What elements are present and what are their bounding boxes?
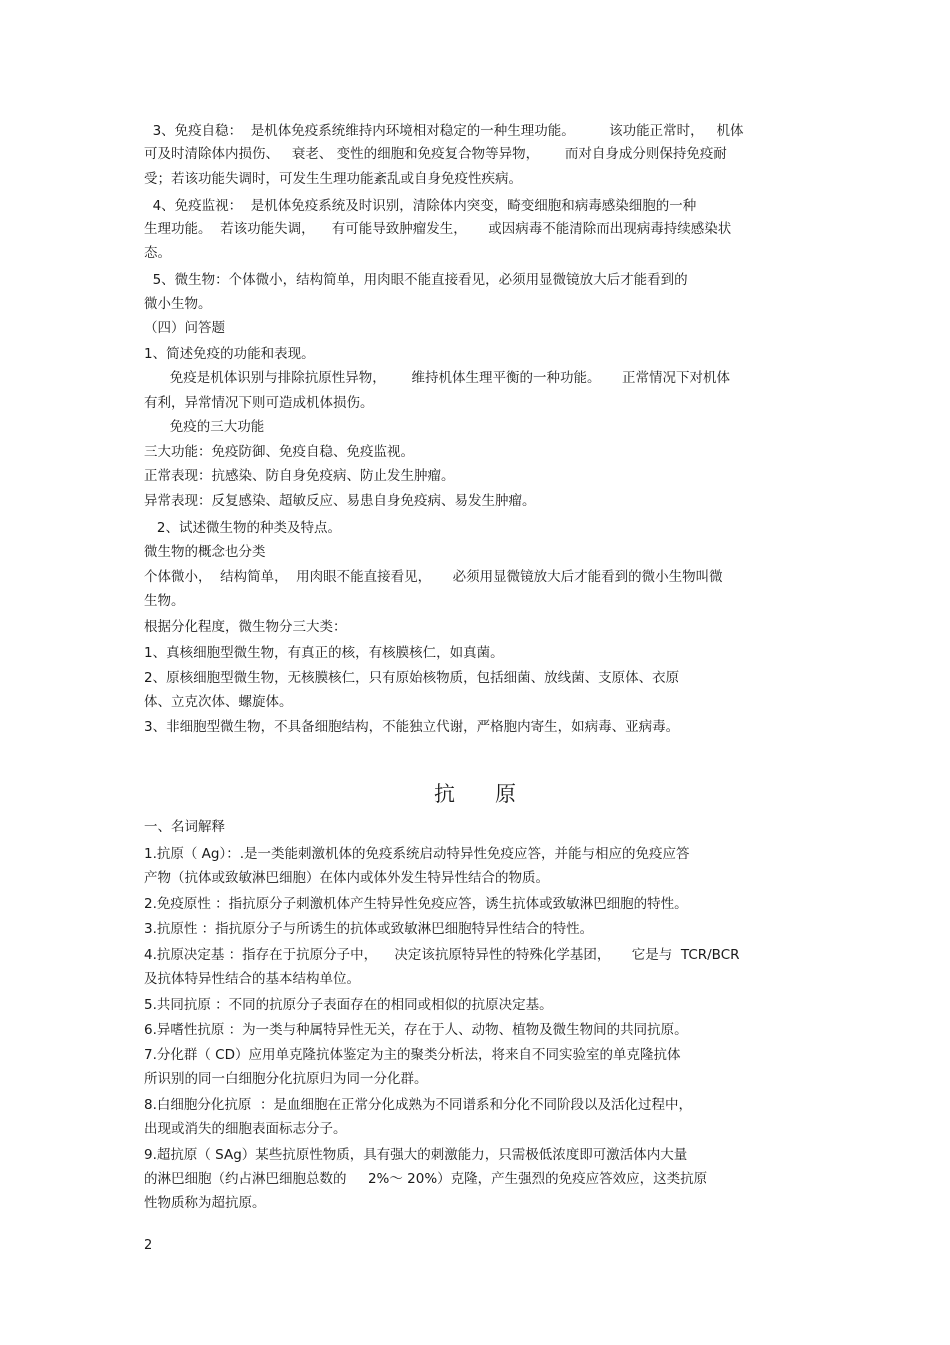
text-line: 2、原核细胞型微生物，无核膜核仁，只有原始核物质，包括细菌、放线菌、支原体、衣原 (144, 670, 680, 686)
definition-line: 8.白细胞分化抗原 ：是血细胞在正常分化成熟为不同谱系和分化不同阶段以及活化过程中， (144, 1097, 692, 1113)
definition-line: 及抗体特异性结合的基本结构单位。 (144, 971, 360, 987)
text-line: 可及时清除体内损伤、 衰老、 变性的细胞和免疫复合物等异物， 而对自身成分则保持免疫耐 (144, 146, 727, 162)
text-line: 个体微小， 结构简单， 用肉眼不能直接看见， 必须用显微镜放大后才能看到的微小生物叫微 (144, 569, 723, 585)
chapter-title: 抗原 (434, 782, 556, 806)
definition-line: 6.异嗜性抗原 ：为一类与种属特异性无关，存在于人、动物、植物及微生物间的共同抗原。 (144, 1022, 688, 1038)
text-line: 正常表现：抗感染、防自身免疫病、防止发生肿瘤。 (144, 468, 455, 484)
definition-line: 5.共同抗原 ：不同的抗原分子表面存在的相同或相似的抗原决定基。 (144, 997, 553, 1013)
text-line: 微生物的概念也分类 (144, 544, 266, 560)
text-line: 生物。 (144, 593, 185, 609)
definition-line: 性物质称为超抗原。 (144, 1195, 266, 1211)
text-line: 三大功能：免疫防御、免疫自稳、免疫监视。 (144, 444, 414, 460)
question: 1、简述免疫的功能和表现。 (144, 346, 315, 362)
text-line: 1、真核细胞型微生物，有真正的核，有核膜核仁，如真菌。 (144, 645, 504, 661)
definition-line: 3.抗原性 ：指抗原分子与所诱生的抗体或致敏淋巴细胞特异性结合的特性。 (144, 921, 594, 937)
text-line: 态。 (144, 245, 171, 261)
text-line: 免疫是机体识别与排除抗原性异物， 维持机体生理平衡的一种功能。 正常情况下对机体 (144, 370, 730, 386)
definition-line: 7.分化群（ CD）应用单克隆抗体鉴定为主的聚类分析法，将来自不同实验室的单克隆抗体 (144, 1047, 681, 1063)
text-line: 微小生物。 (144, 296, 212, 312)
text-line: 受；若该功能失调时，可发生生理功能紊乱或自身免疫性疾病。 (144, 171, 522, 187)
section-heading: 一、名词解释 (144, 819, 225, 835)
page-number: 2 (144, 1238, 153, 1253)
text-line: 免疫的三大功能 (144, 419, 265, 435)
text-line: 4、免疫监视： 是机体免疫系统及时识别，清除体内突变，畸变细胞和病毒感染细胞的一种 (144, 198, 697, 214)
definition-line: 9.超抗原（ SAg）某些抗原性物质，具有强大的刺激能力，只需极低浓度即可激活体内大量 (144, 1147, 688, 1163)
definition-line: 所识别的同一白细胞分化抗原归为同一分化群。 (144, 1071, 428, 1087)
question: 2、试述微生物的种类及特点。 (144, 520, 341, 536)
definition-line: 产物（抗体或致敏淋巴细胞）在体内或体外发生特异性结合的物质。 (144, 870, 549, 886)
text-line: 异常表现：反复感染、超敏反应、易患自身免疫病、易发生肿瘤。 (144, 493, 536, 509)
text-line: 根据分化程度，微生物分三大类： (144, 619, 347, 635)
text-line: 体、立克次体、螺旋体。 (144, 694, 293, 710)
text-line: 有利，异常情况下则可造成机体损伤。 (144, 395, 374, 411)
section-heading: （四）问答题 (144, 320, 225, 336)
text-line: 3、非细胞型微生物，不具备细胞结构，不能独立代谢，严格胞内寄生，如病毒、亚病毒。 (144, 719, 680, 735)
definition-line: 4.抗原决定基 ：指存在于抗原分子中， 决定该抗原特异性的特殊化学基团， 它是与 TCR/BCR (144, 947, 740, 963)
text-line: 5、微生物：个体微小，结构简单，用肉眼不能直接看见，必须用显微镜放大后才能看到的 (144, 272, 688, 288)
definition-line: 1.抗原（ Ag）：.是一类能刺激机体的免疫系统启动特异性免疫应答，并能与相应的免疫应答 (144, 846, 690, 862)
text-line: 3、免疫自稳： 是机体免疫系统维持内环境相对稳定的一种生理功能。 该功能正常时， 机体 (144, 123, 744, 139)
definition-line: 的淋巴细胞（约占淋巴细胞总数的 2%～ 20%）克隆，产生强烈的免疫应答效应，这类抗原 (144, 1171, 708, 1187)
definition-line: 2.免疫原性 ：指抗原分子刺激机体产生特异性免疫应答，诱生抗体或致敏淋巴细胞的特性。 (144, 896, 688, 912)
definition-line: 出现或消失的细胞表面标志分子。 (144, 1121, 347, 1137)
text-line: 生理功能。 若该功能失调， 有可能导致肿瘤发生， 或因病毒不能清除而出现病毒持续感染状 (144, 221, 732, 237)
